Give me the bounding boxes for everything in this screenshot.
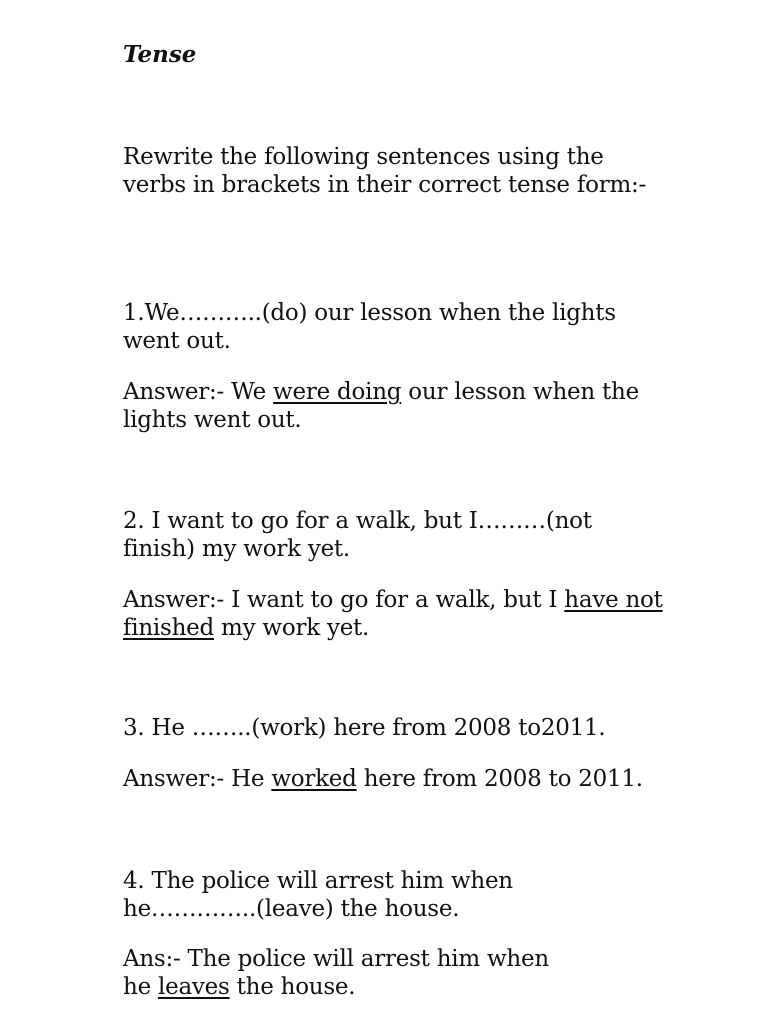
- question-3: 3. He ……..(work) here from 2008 to2011.: [123, 715, 606, 741]
- answer-2-suffix: my work yet.: [214, 615, 370, 641]
- question-4: 4. The police will arrest him when he…………..(leave) the house.: [123, 868, 513, 922]
- question-2: 2. I want to go for a walk, but I………(not finish) my work yet.: [123, 508, 592, 562]
- answer-1-prefix: Answer:- We: [123, 379, 274, 405]
- answer-2-prefix: Answer:- I want to go for a walk, but I: [123, 587, 565, 613]
- answer-4-prefix: Ans:- The police will arrest him when he: [123, 946, 549, 1000]
- answer-1-suffix: our lesson when the lights went out.: [123, 379, 639, 433]
- instruction-text: Rewrite the following sentences using the verbs in brackets in their correct tense form:-: [123, 144, 647, 198]
- answer-3-prefix: Answer:- He: [123, 766, 272, 792]
- answer-1-underlined: were doing: [273, 379, 402, 405]
- answer-3: [123, 765, 668, 793]
- answer-2: [123, 586, 668, 642]
- answer-4-underlined: leaves: [158, 974, 230, 1000]
- answer-4: [123, 945, 578, 1001]
- answer-2-underlined: have not finished: [123, 587, 663, 641]
- page-title: Tense: [123, 41, 197, 68]
- question-1: 1.We………..(do) our lesson when the lights went out.: [123, 300, 616, 354]
- answer-3-underlined: worked: [271, 766, 357, 792]
- answer-1: [123, 378, 668, 434]
- answer-3-suffix: here from 2008 to 2011.: [356, 766, 643, 792]
- answer-4-suffix: the house.: [229, 974, 356, 1000]
